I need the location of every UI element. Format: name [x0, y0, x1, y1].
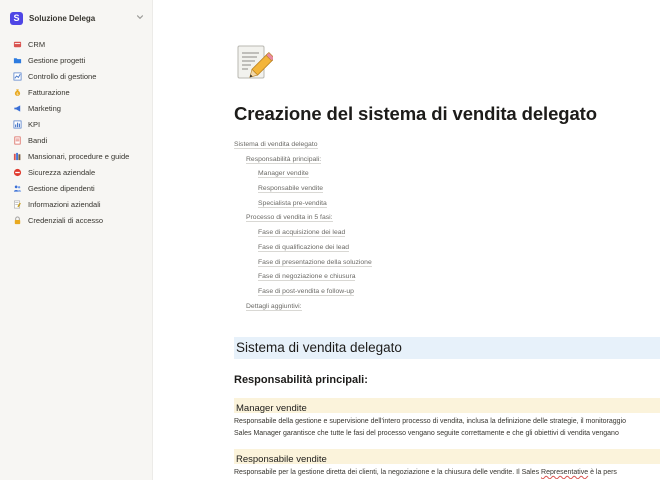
toc-link-label: Fase di post-vendita e follow-up [258, 287, 354, 295]
toc-link[interactable] [258, 226, 372, 241]
heading-responsabile-vendite [234, 449, 660, 464]
no-entry-icon [12, 167, 22, 177]
toc-link[interactable] [246, 211, 372, 226]
heading-text: Sistema di vendita delegato [236, 340, 402, 355]
toc-link[interactable] [246, 153, 372, 168]
bar-chart-icon [12, 119, 22, 129]
page-content [153, 0, 660, 480]
workspace-switcher[interactable] [10, 9, 148, 27]
toc-link-label: Fase di negoziazione e chiusura [258, 273, 356, 281]
toc-link-label: Processo di vendita in 5 fasi: [246, 214, 333, 222]
sidebar-item-label: Sicurezza aziendale [28, 167, 96, 177]
toc-link[interactable] [258, 197, 372, 212]
toc-link-label: Fase di acquisizione dei lead [258, 229, 346, 237]
sidebar-item[interactable] [12, 68, 148, 84]
sidebar-item[interactable] [12, 132, 148, 148]
card-file-icon [12, 39, 22, 49]
folder-icon [12, 55, 22, 65]
toc-link-label: Fase di presentazione della soluzione [258, 258, 372, 266]
workspace-logo: S [10, 12, 23, 25]
toc-link-label: Manager vendite [258, 170, 309, 178]
table-of-contents [234, 138, 372, 314]
svg-text:$: $ [15, 91, 19, 96]
toc-link[interactable] [258, 256, 372, 271]
toc-link-label: Responsabilità principali: [246, 155, 322, 163]
paragraph-line: Sales Manager garantisce che tutte le fasi del processo vengano seguite correttamente e che gli obiettivi di vendita vengano [234, 430, 619, 437]
sidebar-item-label: Bandi [28, 135, 48, 145]
books-icon [12, 151, 22, 161]
heading-text: Responsabile vendite [236, 454, 327, 465]
toc-link[interactable] [246, 300, 372, 315]
sidebar-item[interactable] [12, 100, 148, 116]
sidebar-item-label: Credenziali di accesso [28, 215, 104, 225]
sidebar-item[interactable] [12, 84, 148, 100]
spellcheck-word: Representative [541, 469, 589, 476]
toc-link[interactable] [258, 285, 372, 300]
sidebar [0, 0, 153, 480]
heading-sistema-vendita [234, 337, 660, 359]
toc-link[interactable] [258, 270, 372, 285]
toc-link-label: Dettagli aggiuntivi: [246, 302, 302, 310]
heading-manager-vendite [234, 398, 660, 413]
memo-pencil-icon[interactable] [235, 44, 273, 82]
sidebar-item-label: CRM [28, 39, 46, 49]
workspace-name: Soluzione Delega [29, 13, 96, 23]
paragraph-line: Responsabile della gestione e supervisione dell'intero processo di vendita, inclusa la definizione delle strategie, il monitoraggio [234, 418, 627, 425]
page-title: Creazione del sistema di vendita delegato [234, 103, 597, 124]
sidebar-item[interactable] [12, 116, 148, 132]
sidebar-item-label: Controllo di gestione [28, 71, 97, 81]
toc-link-label: Fase di qualificazione dei lead [258, 243, 350, 251]
money-bag-icon [12, 87, 22, 97]
toc-link[interactable] [258, 167, 372, 182]
chart-icon [12, 71, 22, 81]
people-icon [12, 183, 22, 193]
sidebar-item[interactable] [12, 52, 148, 68]
sidebar-item-label: Mansionari, procedure e guide [28, 151, 130, 161]
toc-link[interactable] [258, 241, 372, 256]
toc-link-label: Specialista pre-vendita [258, 199, 327, 207]
heading-responsabilita: Responsabilità principali: [234, 374, 368, 386]
toc-link-label: Sistema di vendita delegato [234, 141, 318, 148]
sidebar-item[interactable] [12, 164, 148, 180]
sidebar-item-label: Marketing [28, 103, 61, 113]
sidebar-item[interactable] [12, 180, 148, 196]
paragraph-text: Responsabile per la gestione diretta dei clienti, la negoziazione e la chiusura delle vendite. Il Sales [234, 469, 542, 476]
heading-text: Manager vendite [236, 403, 307, 414]
sidebar-item-label: KPI [28, 119, 41, 129]
sidebar-item[interactable] [12, 196, 148, 212]
sidebar-item-label: Gestione dipendenti [28, 183, 95, 193]
lock-icon [12, 215, 22, 225]
sidebar-item-label: Fatturazione [28, 87, 70, 97]
memo-icon [12, 199, 22, 209]
paragraph-line [234, 467, 660, 479]
sidebar-item-label: Informazioni aziendali [28, 199, 101, 209]
sidebar-item-label: Gestione progetti [28, 55, 86, 65]
sidebar-nav [12, 36, 148, 228]
sidebar-item[interactable] [12, 148, 148, 164]
toc-link[interactable] [234, 138, 372, 153]
toc-link-label: Responsabile vendite [258, 185, 323, 193]
chevron-down-icon[interactable] [135, 12, 145, 22]
megaphone-icon [12, 103, 22, 113]
document-icon [12, 135, 22, 145]
paragraph-text: è la pers [588, 469, 617, 476]
sidebar-item[interactable] [12, 212, 148, 228]
toc-link[interactable] [258, 182, 372, 197]
sidebar-item[interactable] [12, 36, 148, 52]
